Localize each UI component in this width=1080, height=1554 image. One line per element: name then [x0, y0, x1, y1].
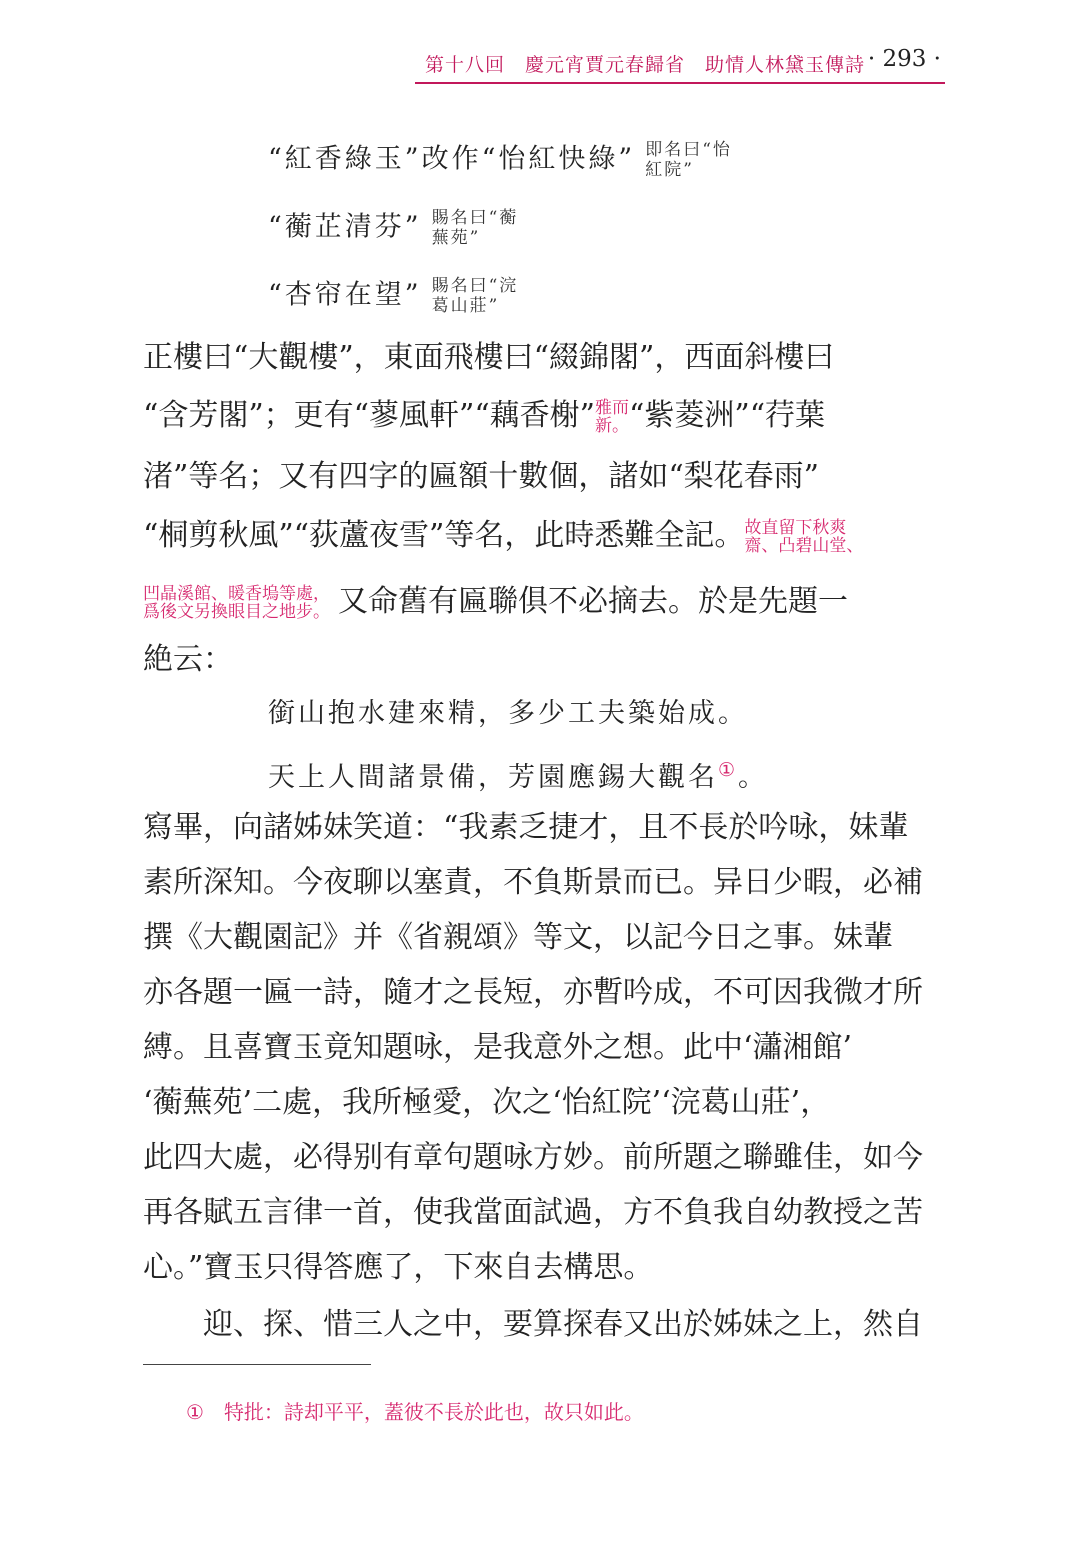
body-text: “含芳閣”；更有“蓼風軒”“藕香榭” — [143, 398, 596, 433]
paragraph-line: 素所深知。今夜聊以塞責，不負斯景而已。异日少暇，必補 — [143, 865, 923, 900]
note-line: 蕪苑” — [431, 228, 481, 248]
note-line: 齋、凸碧山堂、 — [744, 536, 864, 556]
verse-text: “紅香綠玉”改作“怡紅快綠” — [268, 143, 636, 175]
footnote-text: 特批：詩却平平，蓋彼不長於此也，故只如此。 — [223, 1400, 644, 1424]
body-line — [143, 396, 825, 436]
poem-line-1: 銜山抱水建來精，多少工夫築始成。 — [268, 698, 748, 729]
paragraph-line: 撰《大觀園記》并《省親頌》等文，以記今日之事。妹輩 — [143, 920, 893, 955]
paragraph-line: 亦各題一匾一詩，隨才之長短，亦暫吟成，不可因我微才所 — [143, 975, 923, 1010]
paragraph-line: 縛。且喜寶玉竟知題咏，是我意外之想。此中‘瀟湘館’ — [143, 1030, 853, 1065]
body-text: “紫菱洲”“荇葉 — [629, 398, 826, 433]
footnote-divider — [143, 1364, 371, 1365]
verse-line-1 — [268, 140, 732, 180]
paragraph-line: 心。”寶玉只得答應了，下來自去構思。 — [143, 1250, 654, 1285]
verse-line-3 — [268, 276, 518, 316]
poem-text: 。 — [738, 762, 769, 793]
commentary-note — [744, 519, 863, 555]
verse-text: “蘅芷清芬” — [268, 211, 422, 243]
note-line: 凹晶溪館、暖香塢等處， — [143, 584, 330, 604]
paragraph-line: 此四大處，必得别有章句題咏方妙。前所題之聯雖佳，如今 — [143, 1140, 923, 1175]
note-line: 雅而 — [595, 398, 630, 418]
note-line: 爲後文另換眼目之地步。 — [143, 602, 330, 622]
body-text: 又命舊有匾聯俱不必摘去。於是先題一 — [338, 584, 848, 619]
paragraph-line: 寫畢，向諸姊妹笑道：“我素乏捷才，且不長於吟咏，妹輩 — [143, 810, 909, 845]
body-line: 渚”等名；又有四字的匾額十數個，諸如“梨花春雨” — [143, 459, 820, 494]
verse-text: “杏帘在望” — [268, 279, 422, 311]
paragraph-line: 再各賦五言律一首，使我當面試過，方不負我自幼教授之苦 — [143, 1195, 923, 1230]
paragraph-start-line: 迎、探、惜三人之中，要算探春又出於姊妹之上，然自 — [203, 1307, 923, 1342]
inline-note — [432, 208, 519, 248]
poem-line-2 — [268, 752, 768, 796]
body-line: 絶云： — [143, 642, 233, 677]
footnote-mark: ① — [186, 1400, 204, 1424]
note-line: 賜名曰“蘅 — [431, 208, 519, 228]
body-line: 正樓曰“大觀樓”，東面飛樓曰“綴錦閣”，西面斜樓曰 — [143, 340, 835, 375]
note-line: 葛山莊” — [431, 296, 500, 316]
commentary-note — [143, 585, 330, 621]
note-line: 紅院” — [645, 160, 694, 180]
poem-text: 天上人間諸景備，芳園應錫大觀名 — [268, 762, 718, 793]
note-line: 新。 — [595, 416, 630, 436]
chapter-title: 第十八回 慶元宵賈元春歸省 助情人林黛玉傳詩 — [425, 54, 866, 76]
paragraph-line: ‘蘅蕪苑’二處，我所極愛，次之‘怡紅院’‘浣葛山莊’， — [143, 1085, 831, 1120]
running-header — [415, 46, 945, 84]
inline-note — [432, 276, 519, 316]
note-line: 即名曰“怡 — [645, 140, 732, 160]
page-number: · 293 · — [867, 46, 941, 72]
note-line: 賜名曰“浣 — [431, 276, 519, 296]
body-line — [143, 516, 863, 556]
body-line — [143, 582, 848, 622]
footnote-marker[interactable]: ① — [718, 759, 739, 781]
body-text: “桐剪秋風”“荻蘆夜雪”等名，此時悉難全記。 — [143, 518, 745, 553]
verse-line-2 — [268, 208, 518, 248]
footnote — [186, 1396, 644, 1425]
note-line: 故直留下秋爽 — [744, 518, 847, 538]
inline-note — [645, 140, 732, 180]
commentary-note — [595, 399, 629, 435]
